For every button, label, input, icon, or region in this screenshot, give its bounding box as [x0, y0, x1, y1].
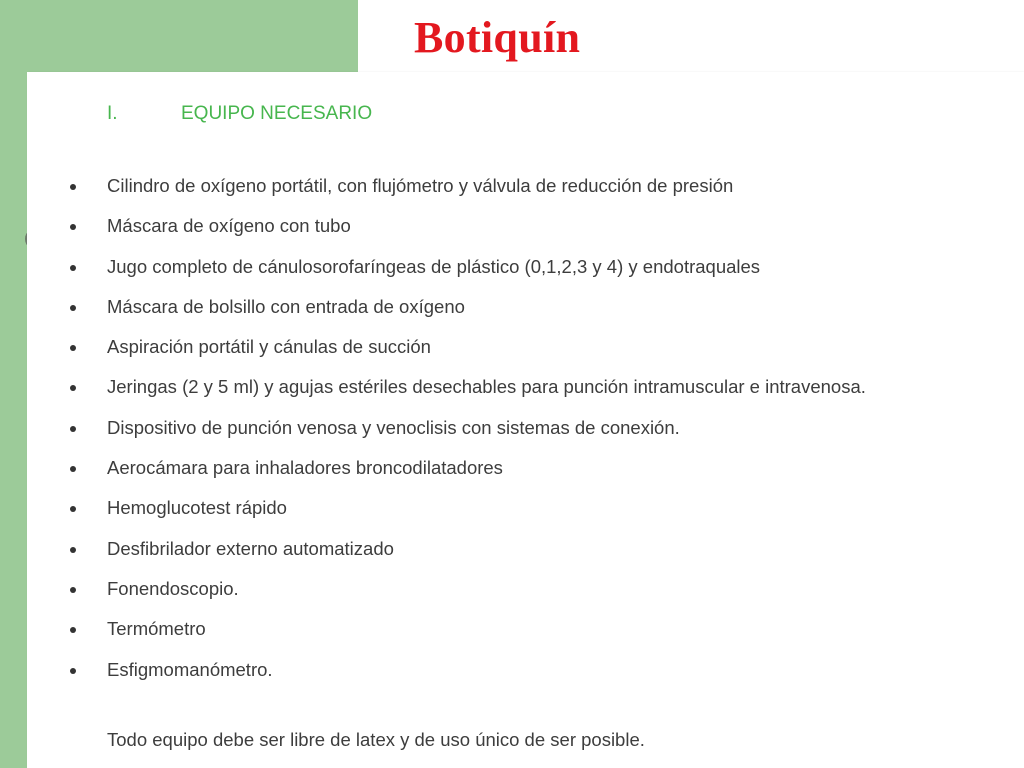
section-title: EQUIPO NECESARIO [181, 103, 373, 124]
list-item-label: Fonendoscopio. [107, 577, 239, 599]
list-item [27, 174, 1007, 214]
bullet-icon [70, 265, 76, 271]
bullet-icon [70, 547, 76, 553]
list-item-label: Esfigmomanómetro. [107, 658, 273, 680]
list-item-label: Cilindro de oxígeno portátil, con flujómetro y válvula de reducción de presión [107, 175, 734, 196]
bullet-icon [70, 668, 76, 674]
list-item [27, 295, 1007, 335]
bullet-icon [70, 184, 76, 190]
list-item-label: Máscara de oxígeno con tubo [107, 215, 351, 237]
bullet-icon [70, 305, 76, 311]
list-item [27, 214, 1007, 254]
list-item [27, 658, 1007, 698]
list-item-label: Máscara de bolsillo con entrada de oxígeno [107, 295, 465, 317]
list-item [27, 416, 1007, 456]
bullet-icon [70, 627, 76, 633]
list-item [27, 375, 1007, 415]
list-item [27, 335, 1007, 375]
bullet-icon [70, 466, 76, 472]
document-image [27, 72, 1024, 768]
list-item-label: Jugo completo de cánulosorofaríngeas de plástico (0,1,2,3 y 4) y endotraquales [107, 255, 761, 277]
list-item [27, 537, 1007, 577]
list-item-label: Jeringas (2 y 5 ml) y agujas estériles desechables para punción intramuscular e intravenosa. [107, 376, 866, 398]
footer-note: Todo equipo debe ser libre de latex y de uso único de ser posible. [107, 729, 645, 750]
bullet-icon [70, 587, 76, 593]
list-item [27, 577, 1007, 617]
list-item-label: Aspiración portátil y cánulas de succión [107, 336, 431, 358]
list-item [27, 496, 1007, 536]
bullet-icon [70, 385, 76, 391]
list-item-label: Aerocámara para inhaladores broncodilatadores [107, 457, 503, 479]
list-item-label: Hemoglucotest rápido [107, 497, 287, 519]
bullet-icon [70, 224, 76, 230]
bullet-icon [70, 426, 76, 432]
bullet-icon [70, 345, 76, 351]
section-heading [107, 102, 372, 126]
list-item [27, 255, 1007, 295]
equipment-list [27, 174, 1007, 698]
slide-title: Botiquín [414, 13, 581, 62]
list-item-label: Dispositivo de punción venosa y venoclisis con sistemas de conexión. [107, 416, 680, 438]
list-item-label: Termómetro [107, 618, 206, 640]
section-number: I. [107, 103, 118, 124]
list-item [27, 617, 1007, 657]
list-item-label: Desfibrilador externo automatizado [107, 537, 394, 559]
bullet-icon [70, 506, 76, 512]
list-item [27, 456, 1007, 496]
